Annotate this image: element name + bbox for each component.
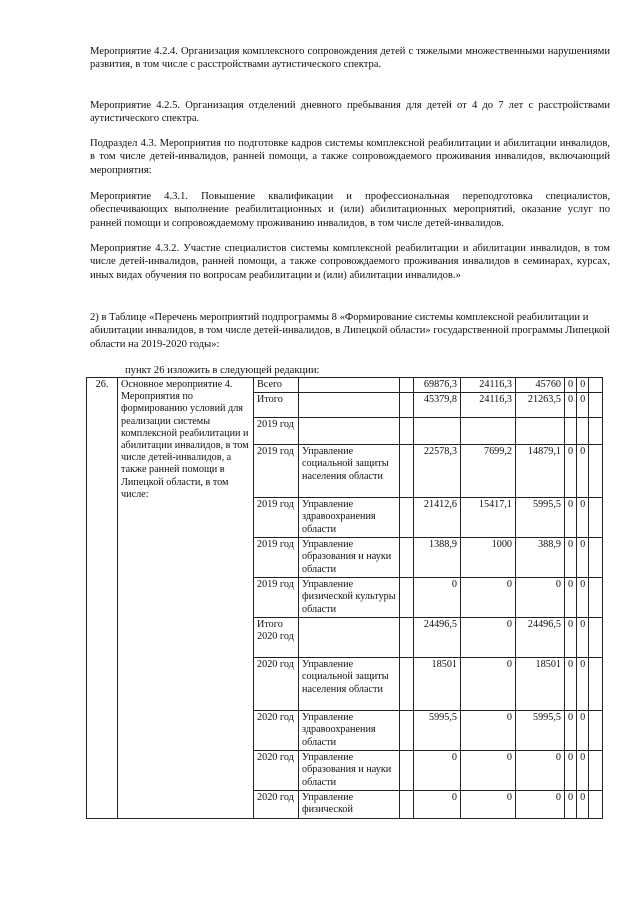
total-cell: 18501: [414, 658, 461, 711]
executor-cell: [299, 418, 400, 445]
year-cell: Итого 2020 год: [254, 618, 299, 658]
total-cell: 24496,5: [414, 618, 461, 658]
year-cell: 2020 год: [254, 791, 299, 818]
spacer-cell: [400, 751, 414, 791]
total-cell: 22578,3: [414, 445, 461, 498]
spacer-cell: [589, 751, 603, 791]
row-number-cell: 26.: [87, 378, 118, 819]
other-cell: 0: [577, 378, 589, 393]
total-cell: [414, 418, 461, 445]
spacer-cell: [400, 618, 414, 658]
other-cell: [577, 418, 589, 445]
federal-cell: 24116,3: [461, 378, 516, 393]
regional-cell: 18501: [516, 658, 565, 711]
total-cell: 0: [414, 791, 461, 818]
executor-cell: Управление образования и науки области: [299, 751, 400, 791]
total-cell: 21412,6: [414, 498, 461, 538]
executor-cell: Управление физической культуры области: [299, 578, 400, 618]
year-cell: Всего: [254, 378, 299, 393]
spacer-cell: [400, 791, 414, 818]
total-cell: 5995,5: [414, 711, 461, 751]
other-cell: 0: [577, 393, 589, 418]
other-cell: 0: [577, 445, 589, 498]
local-cell: 0: [565, 498, 577, 538]
year-cell: 2019 год: [254, 498, 299, 538]
other-cell: 0: [577, 658, 589, 711]
total-cell: 0: [414, 751, 461, 791]
total-cell: 45379,8: [414, 393, 461, 418]
spacer-cell: [400, 393, 414, 418]
federal-cell: 0: [461, 658, 516, 711]
paragraph-subsection-4-3: Подраздел 4.3. Мероприятия по подготовке кадров системы комплексной реабилитации и абилитации инвалидов, в том числе детей-инвалидов, ранней помощи, а также сопровождаемого проживания инвалидов, включающий мероприятия:: [90, 138, 610, 176]
executor-cell: [299, 378, 400, 393]
regional-cell: 14879,1: [516, 445, 565, 498]
local-cell: 0: [565, 618, 577, 658]
spacer-cell: [589, 618, 603, 658]
federal-cell: 0: [461, 578, 516, 618]
year-cell: 2019 год: [254, 538, 299, 578]
spacer-cell: [589, 658, 603, 711]
regional-cell: 21263,5: [516, 393, 565, 418]
regional-cell: 45760: [516, 378, 565, 393]
executor-cell: Управление физической: [299, 791, 400, 818]
local-cell: 0: [565, 711, 577, 751]
year-cell: Итого: [254, 393, 299, 418]
year-cell: 2020 год: [254, 658, 299, 711]
spacer-cell: [400, 418, 414, 445]
spacer-cell: [400, 578, 414, 618]
local-cell: 0: [565, 538, 577, 578]
paragraph-table-amendment: 2) в Таблице «Перечень мероприятий подпрограммы 8 «Формирование системы комплексной реабилитации и абилитации инвалидов, в том числе детей-инвалидов, в Липецкой области» государственной программы Липецкой области на 2019-2020 годы»:: [90, 312, 610, 350]
year-cell: 2020 год: [254, 711, 299, 751]
regional-cell: 0: [516, 751, 565, 791]
federal-cell: 0: [461, 751, 516, 791]
spacer-cell: [400, 498, 414, 538]
regional-cell: 24496,5: [516, 618, 565, 658]
federal-cell: 15417,1: [461, 498, 516, 538]
regional-cell: 5995,5: [516, 498, 565, 538]
executor-cell: [299, 393, 400, 418]
local-cell: 0: [565, 578, 577, 618]
local-cell: 0: [565, 378, 577, 393]
executor-cell: Управление социальной защиты населения области: [299, 445, 400, 498]
spacer-cell: [589, 538, 603, 578]
executor-cell: Управление здравоохранения области: [299, 498, 400, 538]
other-cell: 0: [577, 711, 589, 751]
spacer-cell: [589, 711, 603, 751]
other-cell: 0: [577, 618, 589, 658]
local-cell: 0: [565, 751, 577, 791]
table-intro-text: пункт 26 изложить в следующей редакции:: [125, 365, 320, 376]
federal-cell: 0: [461, 711, 516, 751]
local-cell: [565, 418, 577, 445]
spacer-cell: [589, 418, 603, 445]
measures-table: [86, 377, 603, 819]
regional-cell: 5995,5: [516, 711, 565, 751]
year-cell: 2019 год: [254, 445, 299, 498]
executor-cell: Управление здравоохранения области: [299, 711, 400, 751]
paragraph-measure-4-2-5: Мероприятие 4.2.5. Организация отделений дневного пребывания для детей от 4 до 7 лет с расстройствами аутистического спектра.: [90, 100, 610, 125]
other-cell: 0: [577, 538, 589, 578]
executor-cell: [299, 618, 400, 658]
spacer-cell: [400, 378, 414, 393]
local-cell: 0: [565, 445, 577, 498]
executor-cell: Управление образования и науки области: [299, 538, 400, 578]
spacer-cell: [400, 538, 414, 578]
spacer-cell: [589, 393, 603, 418]
spacer-cell: [400, 658, 414, 711]
spacer-cell: [589, 578, 603, 618]
federal-cell: 0: [461, 618, 516, 658]
regional-cell: 0: [516, 791, 565, 818]
spacer-cell: [589, 378, 603, 393]
table-body: [87, 378, 603, 819]
paragraph-measure-4-2-4: Мероприятие 4.2.4. Организация комплексного сопровождения детей с тяжелыми множественными нарушениями развития, в том числе с расстройствами аутистического спектра.: [90, 46, 610, 71]
total-cell: 69876,3: [414, 378, 461, 393]
federal-cell: [461, 418, 516, 445]
spacer-cell: [589, 445, 603, 498]
spacer-cell: [400, 445, 414, 498]
spacer-cell: [400, 711, 414, 751]
other-cell: 0: [577, 498, 589, 538]
year-cell: 2019 год: [254, 578, 299, 618]
spacer-cell: [589, 498, 603, 538]
local-cell: 0: [565, 791, 577, 818]
federal-cell: 7699,2: [461, 445, 516, 498]
table-row: [87, 378, 603, 393]
federal-cell: 1000: [461, 538, 516, 578]
total-cell: 1388,9: [414, 538, 461, 578]
other-cell: 0: [577, 791, 589, 818]
local-cell: 0: [565, 393, 577, 418]
regional-cell: 388,9: [516, 538, 565, 578]
year-cell: 2019 год: [254, 418, 299, 445]
year-cell: 2020 год: [254, 751, 299, 791]
other-cell: 0: [577, 751, 589, 791]
federal-cell: 0: [461, 791, 516, 818]
measure-description-cell: Основное мероприятие 4. Мероприятия по формированию условий для реализации системы комплексной реабилитации и абилитации инвалидов, в том числе детей-инвалидов, а также ранней помощи в Липецкой области, в том числе:: [118, 378, 254, 819]
local-cell: 0: [565, 658, 577, 711]
regional-cell: 0: [516, 578, 565, 618]
spacer-cell: [589, 791, 603, 818]
other-cell: 0: [577, 578, 589, 618]
executor-cell: Управление социальной защиты населения области: [299, 658, 400, 711]
paragraph-measure-4-3-1: Мероприятие 4.3.1. Повышение квалификации и профессиональная переподготовка специалистов, обеспечивающих выполнение реабилитационных и (или) абилитационных мероприятий, оказание услуг по ранней помощи и сопровождаемому проживанию инвалидов, в том числе детей-инвалидов.: [90, 191, 610, 229]
regional-cell: [516, 418, 565, 445]
total-cell: 0: [414, 578, 461, 618]
paragraph-measure-4-3-2: Мероприятие 4.3.2. Участие специалистов системы комплексной реабилитации и абилитации инвалидов, в том числе детей-инвалидов, ранней помощи, а также сопровождаемого проживания инвалидов в семинарах, курсах, иных видах обучения по вопросам реабилитации и (или) абилитации инвалидов.»: [90, 243, 610, 281]
federal-cell: 24116,3: [461, 393, 516, 418]
